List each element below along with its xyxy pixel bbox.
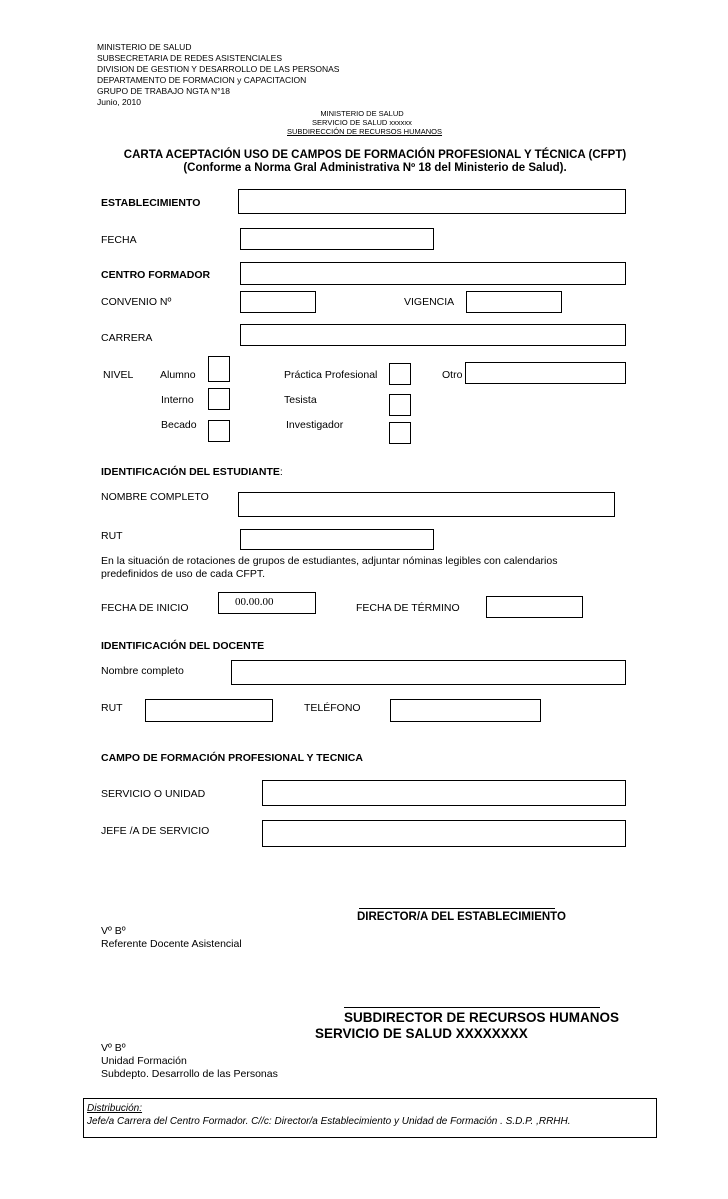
label-practica: Práctica Profesional <box>284 369 378 381</box>
header-grupo: GRUPO DE TRABAJO NGTA N°18 <box>97 86 230 96</box>
label-interno: Interno <box>161 394 194 406</box>
vb1-label: Vº Bº <box>101 925 126 937</box>
heading-docente: IDENTIFICACIÓN DEL DOCENTE <box>101 640 265 652</box>
label-fecha-inicio: FECHA DE INICIO <box>101 602 189 614</box>
label-fecha-termino: FECHA DE TÉRMINO <box>356 602 460 614</box>
tesista-checkbox[interactable] <box>389 394 411 416</box>
vigencia-field[interactable] <box>466 291 562 313</box>
label-establecimiento: ESTABLECIMIENTO <box>101 197 201 209</box>
heading-campo: CAMPO DE FORMACIÓN PROFESIONAL Y TECNICA <box>101 752 363 764</box>
header-departamento: DEPARTAMENTO DE FORMACION y CAPACITACION <box>97 75 307 85</box>
distribucion-label: Distribución: <box>87 1103 143 1114</box>
servicio-salud-label: SERVICIO DE SALUD XXXXXXXX <box>315 1026 528 1041</box>
rut-estudiante-field[interactable] <box>240 529 434 550</box>
alumno-checkbox[interactable] <box>208 356 230 382</box>
label-becado: Becado <box>161 419 197 431</box>
heading-estudiante-text: IDENTIFICACIÓN DEL ESTUDIANTE <box>101 466 280 478</box>
establecimiento-field[interactable] <box>238 189 626 214</box>
header-ministerio: MINISTERIO DE SALUD <box>97 42 192 52</box>
rut-docente-field[interactable] <box>145 699 273 722</box>
note-line-2: predefinidos de uso de cada CFPT. <box>101 568 266 580</box>
investigador-checkbox[interactable] <box>389 422 411 444</box>
label-alumno: Alumno <box>160 369 196 381</box>
fecha-inicio-value: 00.00.00 <box>235 596 274 608</box>
label-nombre-estudiante: NOMBRE COMPLETO <box>101 491 209 503</box>
convenio-field[interactable] <box>240 291 316 313</box>
vb2-unidad: Unidad Formación <box>101 1055 187 1067</box>
label-rut-docente: RUT <box>101 702 123 714</box>
center-subdireccion: SUBDIRECCIÓN DE RECURSOS HUMANOS <box>287 127 443 136</box>
note-line-1: En la situación de rotaciones de grupos de estudiantes, adjuntar nóminas legibles con calendarios <box>101 555 558 567</box>
header-division: DIVISION DE GESTION Y DESARROLLO DE LAS PERSONAS <box>97 64 340 74</box>
fecha-termino-field[interactable] <box>486 596 583 618</box>
nombre-estudiante-field[interactable] <box>238 492 615 517</box>
label-fecha: FECHA <box>101 234 137 246</box>
distribucion-text: Jefe/a Carrera del Centro Formador. C//c: Director/a Establecimiento y Unidad de Formación . S.D.P. ,RRHH. <box>87 1116 571 1127</box>
telefono-field[interactable] <box>390 699 541 722</box>
label-convenio: CONVENIO Nº <box>101 296 172 308</box>
subdirector-label: SUBDIRECTOR DE RECURSOS HUMANOS <box>344 1010 620 1025</box>
fecha-field[interactable] <box>240 228 434 250</box>
carrera-field[interactable] <box>240 324 626 346</box>
label-centro-formador: CENTRO FORMADOR <box>101 269 211 281</box>
label-servicio: SERVICIO O UNIDAD <box>101 788 206 800</box>
heading-estudiante-colon: : <box>279 466 283 478</box>
header-date: Junio, 2010 <box>97 97 141 107</box>
label-nivel: NIVEL <box>103 369 134 381</box>
otro-field[interactable] <box>465 362 626 384</box>
label-otro: Otro <box>442 369 463 381</box>
center-servicio: SERVICIO DE SALUD xxxxxx <box>312 118 412 127</box>
centro-formador-field[interactable] <box>240 262 626 285</box>
heading-estudiante <box>101 466 283 478</box>
servicio-field[interactable] <box>262 780 626 806</box>
form-title: CARTA ACEPTACIÓN USO DE CAMPOS DE FORMACIÓN PROFESIONAL Y TÉCNICA (CFPT) <box>123 149 627 161</box>
center-ministerio: MINISTERIO DE SALUD <box>320 109 404 118</box>
vb2-label: Vº Bº <box>101 1042 126 1054</box>
vb2-subdepto: Subdepto. Desarrollo de las Personas <box>101 1068 278 1080</box>
label-vigencia: VIGENCIA <box>404 296 455 308</box>
distribucion-box <box>83 1098 657 1138</box>
becado-checkbox[interactable] <box>208 420 230 442</box>
director-label: DIRECTOR/A DEL ESTABLECIMIENTO <box>357 911 566 923</box>
subdirector-signature-line <box>344 1007 600 1008</box>
label-carrera: CARRERA <box>101 332 153 344</box>
vb1-role: Referente Docente Asistencial <box>101 938 242 950</box>
director-signature-line <box>359 908 555 909</box>
label-telefono: TELÉFONO <box>304 702 361 714</box>
label-jefe: JEFE /A DE SERVICIO <box>101 825 210 837</box>
interno-checkbox[interactable] <box>208 388 230 410</box>
label-investigador: Investigador <box>286 419 344 431</box>
form-subtitle: (Conforme a Norma Gral Administrativa Nº 18 del Ministerio de Salud). <box>183 162 567 174</box>
nombre-docente-field[interactable] <box>231 660 626 685</box>
label-nombre-docente: Nombre completo <box>101 665 184 677</box>
practica-checkbox[interactable] <box>389 363 411 385</box>
fecha-inicio-field[interactable] <box>218 592 316 614</box>
label-rut-estudiante: RUT <box>101 530 123 542</box>
label-tesista: Tesista <box>284 394 317 406</box>
jefe-field[interactable] <box>262 820 626 847</box>
header-subsecretaria: SUBSECRETARIA DE REDES ASISTENCIALES <box>97 53 283 63</box>
